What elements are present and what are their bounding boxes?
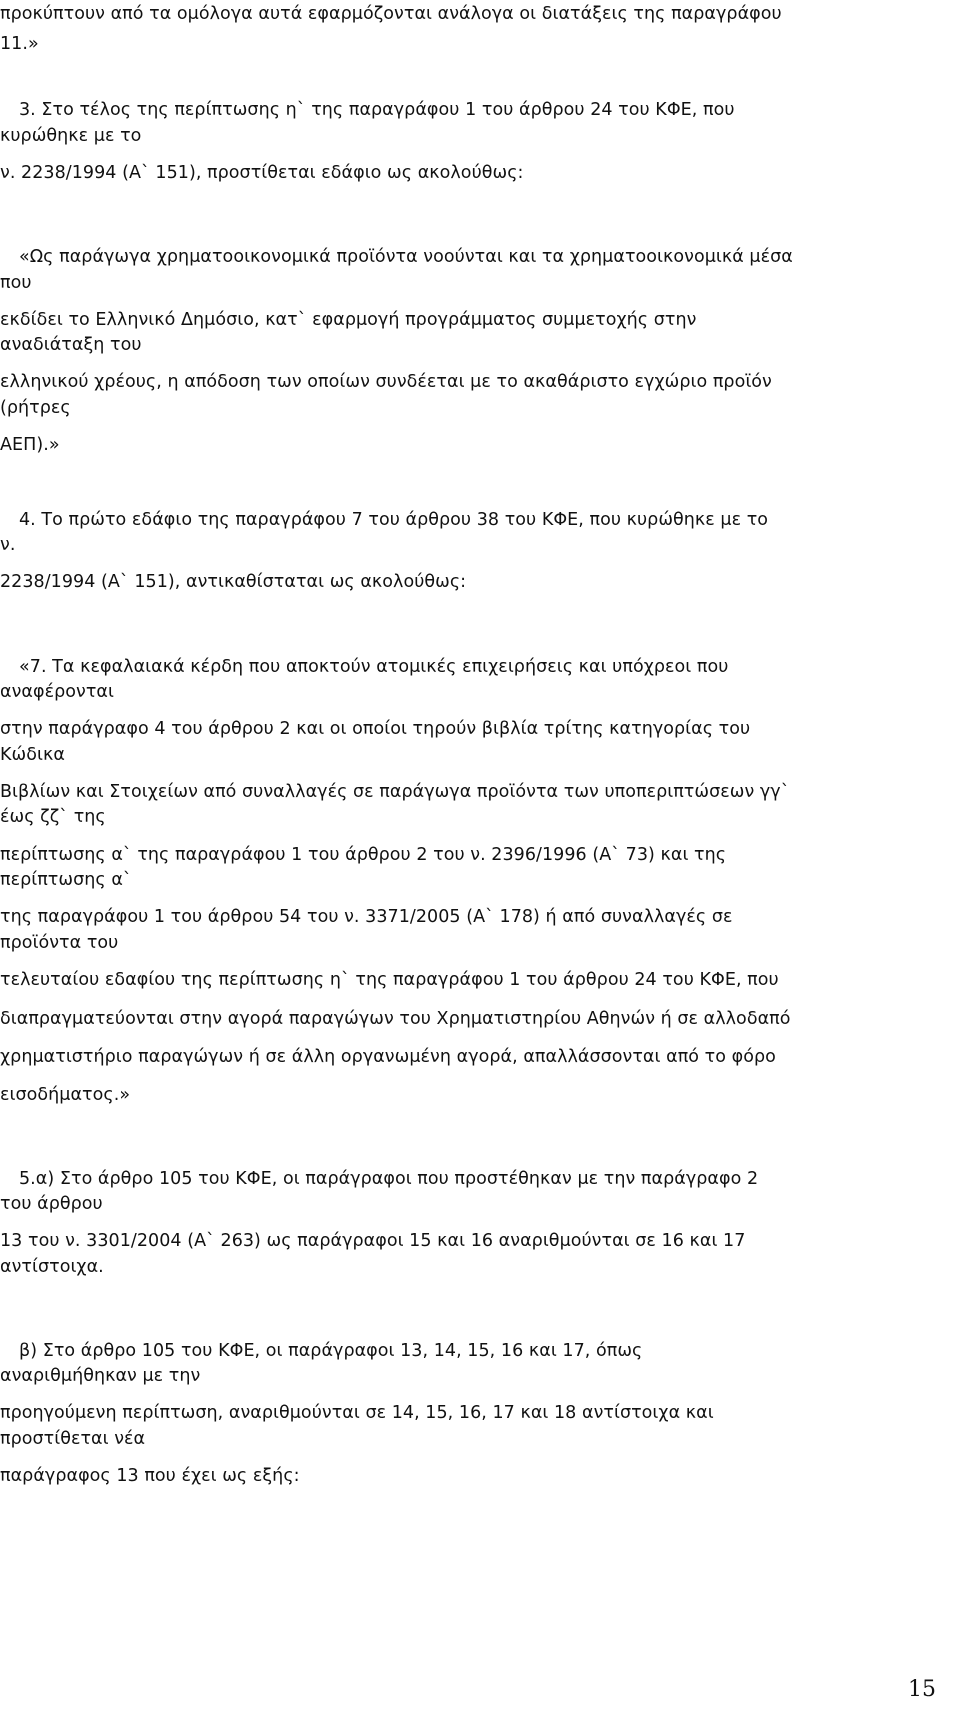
text-line: ν. <box>0 535 16 555</box>
text-line: περίπτωσης α` της παραγράφου 1 του άρθρου 2 του ν. 2396/1996 (Α` 73) και της <box>0 845 727 865</box>
quote-line: «7. Τα κεφαλαιακά κέρδη που αποκτούν ατομικές επιχειρήσεις και υπόχρεοι που <box>19 657 729 677</box>
text-line: αναδιάταξη του <box>0 335 142 355</box>
text-line: προϊόντα του <box>0 933 119 953</box>
paragraph-4-line: 4. Το πρώτο εδάφιο της παραγράφου 7 του άρθρου 38 του ΚΦΕ, που κυρώθηκε με το <box>19 510 769 530</box>
text-line: ελληνικού χρέους, η απόδοση των οποίων συνδέεται με το ακαθάριστο εγχώριο προϊόν <box>0 372 772 392</box>
text-line: χρηματιστήριο παραγώγων ή σε άλλη οργανωμένη αγορά, απαλλάσσονται από το φόρο <box>0 1047 776 1067</box>
paragraph-5a-line: 5.α) Στο άρθρο 105 του ΚΦΕ, οι παράγραφοι που προστέθηκαν με την παράγραφο 2 <box>19 1169 759 1189</box>
text-line: προκύπτουν από τα ομόλογα αυτά εφαρμόζονται ανάλογα οι διατάξεις της παραγράφου <box>0 4 782 24</box>
text-line: της παραγράφου 1 του άρθρου 54 του ν. 3371/2005 (Α` 178) ή από συναλλαγές σε <box>0 907 733 927</box>
text-line: εκδίδει το Ελληνικό Δημόσιο, κατ` εφαρμογή προγράμματος συμμετοχής στην <box>0 310 697 330</box>
text-line: προστίθεται νέα <box>0 1429 146 1449</box>
text-line: 13 του ν. 3301/2004 (Α` 263) ως παράγραφοι 15 και 16 αναριθμούνται σε 16 και 17 <box>0 1231 746 1251</box>
text-line: αντίστοιχα. <box>0 1257 104 1277</box>
text-line: τελευταίου εδαφίου της περίπτωσης η` της παραγράφου 1 του άρθρου 24 του ΚΦΕ, που <box>0 970 779 990</box>
text-line: αναφέρονται <box>0 682 114 702</box>
text-line: περίπτωσης α` <box>0 870 132 890</box>
text-line: 11.» <box>0 34 39 54</box>
text-line: Κώδικα <box>0 745 65 765</box>
text-line: (ρήτρες <box>0 398 71 418</box>
text-line: Βιβλίων και Στοιχείων από συναλλαγές σε παράγωγα προϊόντα των υποπεριπτώσεων γγ` <box>0 782 790 802</box>
text-line: κυρώθηκε με το <box>0 126 142 146</box>
text-line: 2238/1994 (Α` 151), αντικαθίσταται ως ακολούθως: <box>0 572 467 592</box>
text-line: ν. 2238/1994 (Α` 151), προστίθεται εδάφιο ως ακολούθως: <box>0 163 524 183</box>
paragraph-5b-line: β) Στο άρθρο 105 του ΚΦΕ, οι παράγραφοι 13, 14, 15, 16 και 17, όπως <box>19 1341 643 1361</box>
text-line: ΑΕΠ).» <box>0 435 60 455</box>
text-line: του άρθρου <box>0 1194 103 1214</box>
text-line: εισοδήματος.» <box>0 1085 131 1105</box>
text-line: διαπραγματεύονται στην αγορά παραγώγων του Χρηματιστηρίου Αθηνών ή σε αλλοδαπό <box>0 1009 791 1029</box>
text-line: παράγραφος 13 που έχει ως εξής: <box>0 1466 300 1486</box>
text-line: έως ζζ` της <box>0 807 106 827</box>
quote-line: «Ως παράγωγα χρηματοοικονομικά προϊόντα νοούνται και τα χρηματοοικονομικά μέσα <box>19 247 793 267</box>
text-line: στην παράγραφο 4 του άρθρου 2 και οι οποίοι τηρούν βιβλία τρίτης κατηγορίας του <box>0 719 751 739</box>
text-line: προηγούμενη περίπτωση, αναριθμούνται σε 14, 15, 16, 17 και 18 αντίστοιχα και <box>0 1403 714 1423</box>
text-line: που <box>0 273 32 293</box>
text-line: αναριθμήθηκαν με την <box>0 1366 201 1386</box>
paragraph-3-line: 3. Στο τέλος της περίπτωσης η` της παραγράφου 1 του άρθρου 24 του ΚΦΕ, που <box>19 100 735 120</box>
page-number: 15 <box>908 1677 936 1702</box>
